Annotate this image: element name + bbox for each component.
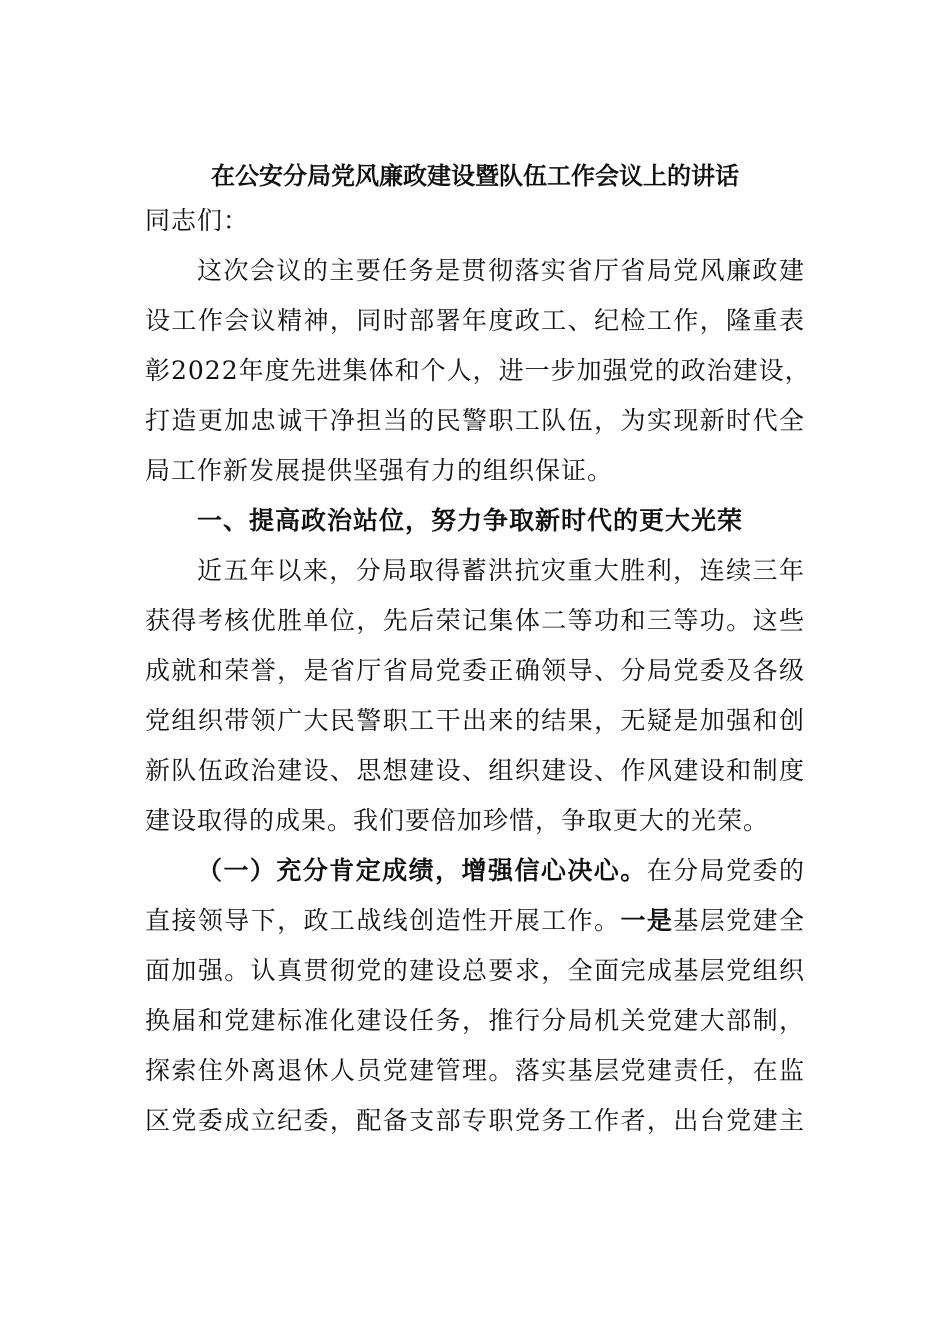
- paragraph-line: 这次会议的主要任务是贯彻落实省厅省局党风廉政建: [197, 256, 805, 285]
- paragraph-achievements: [145, 546, 805, 846]
- paragraph-line: 党组织带领广大民警职工干出来的结果，无疑是加强和创: [145, 706, 805, 735]
- paragraph-line: 新队伍政治建设、思想建设、组织建设、作风建设和制度: [145, 756, 805, 785]
- paragraph-line: 探索住外离退休人员党建管理。落实基层党建责任，在监: [145, 1056, 805, 1085]
- paragraph-line: 近五年以来，分局取得蓄洪抗灾重大胜利，连续三年: [197, 556, 805, 585]
- paragraph-intro: [145, 246, 811, 496]
- paragraph-line: 换届和党建标准化建设任务，推行分局机关党建大部制，: [145, 1006, 805, 1035]
- paragraph-line: 区党委成立纪委，配备支部专职党务工作者，出台党建主: [145, 1106, 805, 1135]
- inline-text: 在分局党委的: [646, 856, 805, 885]
- paragraph-line: 局工作新发展提供坚强有力的组织保证。: [145, 456, 614, 485]
- paragraph-line: 成就和荣誉，是省厅省局党委正确领导、分局党委及各级: [145, 656, 805, 685]
- paragraph-line: 面加强。认真贯彻党的建设总要求，全面完成基层党组织: [145, 956, 805, 985]
- document-body: [145, 196, 811, 1146]
- paragraph-line: 建设取得的成果。我们要倍加珍惜，争取更大的光荣。: [145, 806, 770, 835]
- paragraph-line: 设工作会议精神，同时部署年度政工、纪检工作，隆重表: [145, 306, 805, 335]
- inline-text: 直接领导下，政工战线创造性开展工作。: [145, 906, 621, 935]
- paragraph-line: 打造更加忠诚干净担当的民警职工队伍，为实现新时代全: [145, 406, 805, 435]
- emphasis-text: 一是: [620, 906, 674, 935]
- section-heading: 一、提高政治站位，努力争取新时代的更大光荣: [197, 506, 744, 535]
- paragraph-line: 获得考核优胜单位，先后荣记集体二等功和三等功。这些: [145, 606, 805, 635]
- document-title: 在公安分局党风廉政建设暨队伍工作会议上的讲话: [211, 161, 739, 190]
- paragraph-line: [145, 846, 805, 896]
- paragraph-subsection-one: [145, 846, 805, 1146]
- inline-text: 基层党建全: [673, 906, 805, 935]
- paragraph-line: 彰2022年度先进集体和个人，进一步加强党的政治建设，: [145, 356, 811, 385]
- paragraph-line: [145, 896, 805, 946]
- subsection-heading: （一）充分肯定成绩，增强信心决心。: [197, 856, 647, 885]
- greeting: 同志们：: [145, 206, 250, 235]
